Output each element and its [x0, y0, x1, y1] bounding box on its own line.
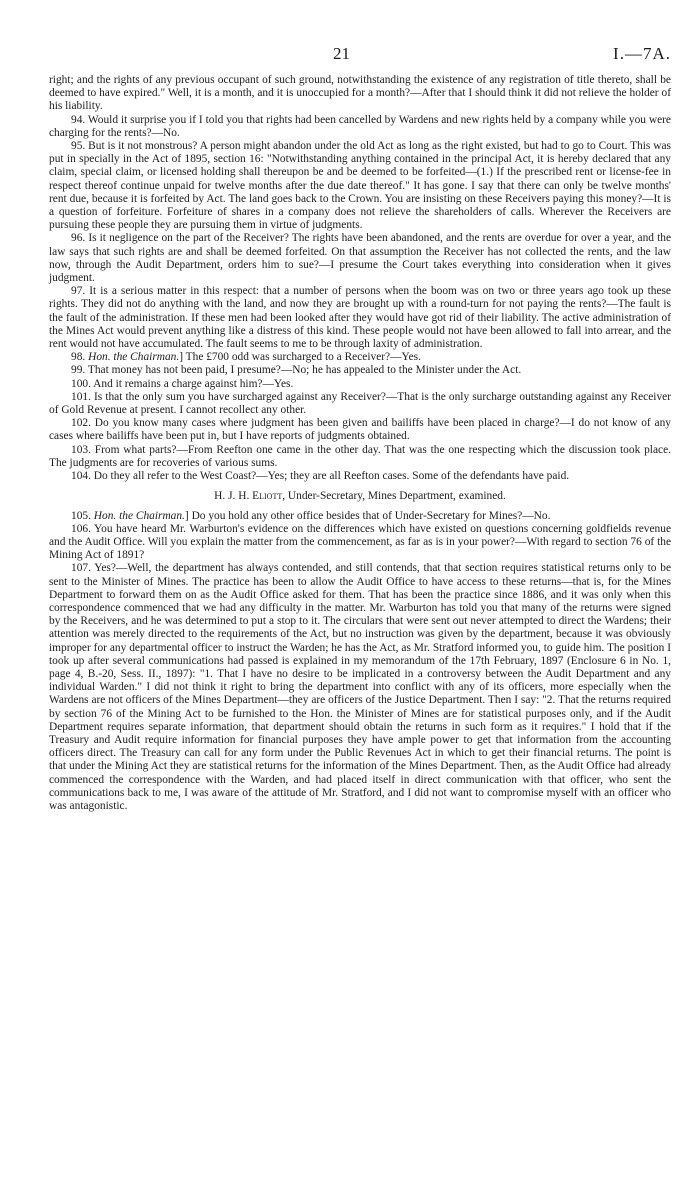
- question-paragraph: 101. Is that the only sum you have surcharged against any Receiver?—That is the only surcharge outstanding against any Receiver of Gold Revenue at present. I cannot recollect any other.: [49, 390, 671, 417]
- question-paragraph: 105. Hon. the Chairman.] Do you hold any other office besides that of Under-Secretary for Mines?—No.: [71, 509, 551, 522]
- speaker-label: Hon. the Chairman.: [93, 509, 185, 522]
- document-reference: I.—7A.: [613, 44, 671, 63]
- page-header: [49, 44, 671, 74]
- question-paragraph: 97. It is a serious matter in this respect: that a number of persons when the boom was on two or three years ago took up these rights. They did not do anything with the land, and now they are brought up with a round-turn for not paying the rents?—The fault is the fault of the administration. If these men had been looked after they would have got rid of their liability. The active administration of the Mines Act would prevent anything like a distress of this kind. These people would not have been allowed to fall into arrear, and the rent would not have accumulated. The fault seems to me to be through laxity of administration.: [49, 285, 671, 351]
- question-paragraph: 94. Would it surprise you if I told you that rights had been cancelled by Wardens and new rights held by a company while you were charging for the rents?—No.: [49, 113, 671, 139]
- witness-surname: Eliott: [252, 490, 283, 503]
- question-paragraph: 100. And it remains a charge against him?—Yes.: [71, 377, 294, 390]
- document-page: [49, 44, 671, 813]
- body-text: [49, 74, 671, 813]
- speaker-label: Hon. the Chairman.: [88, 351, 180, 364]
- question-paragraph: 103. From what parts?—From Reefton one came in the other day. That was the one respecting which the discussion took place. The judgments are for recoveries of various sums.: [49, 443, 671, 469]
- witness-heading: H. J. H. Eliott, Under-Secretary, Mines Department, examined.: [214, 490, 506, 503]
- question-paragraph: 99. That money has not been paid, I presume?—No; he has appealed to the Minister under the Act.: [71, 364, 522, 377]
- question-paragraph: 96. Is it negligence on the part of the Receiver? The rights have been abandoned, and the rents are overdue for over a year, and the law says that such rights are and shall be deemed forfeited. On that assumption the Receiver has not collected the rents, and the law now, through the Audit Department, orders him to sue?—I presume the Court takes everything into consideration when it gives judgment.: [49, 232, 671, 285]
- question-paragraph: 98. Hon. the Chairman.] The £700 odd was surcharged to a Receiver?—Yes.: [71, 351, 421, 364]
- question-paragraph: 95. But is it not monstrous? A person might abandon under the old Act as long as the right existed, but had to go to Court. This was put in specially in the Act of 1895, section 16: "Notwithstanding anything contained in the principal Act, it is hereby declared that any claim, special claim, or licensed holding shall thereupon be and be deemed to be forfeited—(1.) If the prescribed rent or license-fee in respect thereof continue unpaid for twelve months after the due date thereof." It has gone. I say that there can only be twelve months' rent due, because it is forfeited by Act. The land goes back to the Crown. You are insisting on these Receivers paying this money?—It is a question of forfeiture. Forfeiture of shares in a company does not relieve the shareholders of calls. Wherever the Receivers are pursuing these people they are pursuing them in virtue of judgments.: [49, 140, 671, 232]
- paragraph-continuation: right; and the rights of any previous occupant of such ground, notwithstanding the existence of any registration of title thereto, shall be deemed to have expired." Well, it is a month, and it is unoccupied for a month?—After that I should think it did not relieve the holder of his liability.: [49, 74, 671, 113]
- question-paragraph: 102. Do you know many cases where judgment has been given and bailiffs have been placed in charge?—I do not know of any cases where bailiffs have been put in, but I have reports of judgments obtained.: [49, 417, 671, 443]
- question-paragraph: 106. You have heard Mr. Warburton's evidence on the differences which have existed on questions concerning goldfields revenue and the Audit Office. Will you explain the matter from the commencement, as far as is in your power?—With regard to section 76 of the Mining Act of 1891?: [49, 522, 671, 562]
- page-number: 21: [333, 44, 350, 63]
- question-paragraph: 104. Do they all refer to the West Coast?—Yes; they are all Reefton cases. Some of the defendants have paid.: [71, 470, 570, 483]
- question-paragraph: 107. Yes?—Well, the department has always contended, and still contends, that that section requires statistical returns only to be sent to the Minister of Mines. The practice has been to allow the Audit Office to have access to these returns—that is, for the Mines Department to forward them on as the Audit Office asked for them. That has been the practice since 1886, and it was only when this correspondence commenced that we had any difficulty in the matter. Mr. Warburton has told you that many of the returns were signed by the Receivers, and he was determined to put a stop to it. The circulars that were sent out never attempted to direct the Wardens; their attention was merely directed to the requirements of the Act, but no instruction was given by the department, because it was obviously improper for any departmental officer to instruct the Warden; he has the Act, as Mr. Stratford informed you, to guide him. The position I took up after several communications had passed is explained in my memorandum of the 17th February, 1897 (Enclosure 6 in No. 1, page 4, B.-20, Sess. II., 1897): "1. That I have no desire to be implicated in a controversy between the Audit Department and any individual Warden." I did not think it right to bring the department into conflict with any of its officers, more especially when the Wardens are not officers of the Mines Department—they are officers of the Justice Department. Then I say: "2. That the returns required by section 76 of the Mining Act to be furnished to the Hon. the Minister of Mines are for statistical purposes only, and if the Audit Department requires separate information, that department should obtain the returns in such form as it requires." I hold that if the Treasury and Audit require information for financial purposes they have ample power to get that information from the accounting officers direct. The Treasury can call for any form under the Public Revenues Act in which to get their financial returns. The point is that under the Mining Act they are statistical returns for the information of the Mines Department. Then, as the Audit Office had already commenced the correspondence with the Warden, and had placed itself in direct communication with that officer, who sent the communications back to me, I was aware of the attitude of Mr. Stratford, and I did not want to compromise myself with an officer who was antagonistic.: [49, 562, 671, 812]
